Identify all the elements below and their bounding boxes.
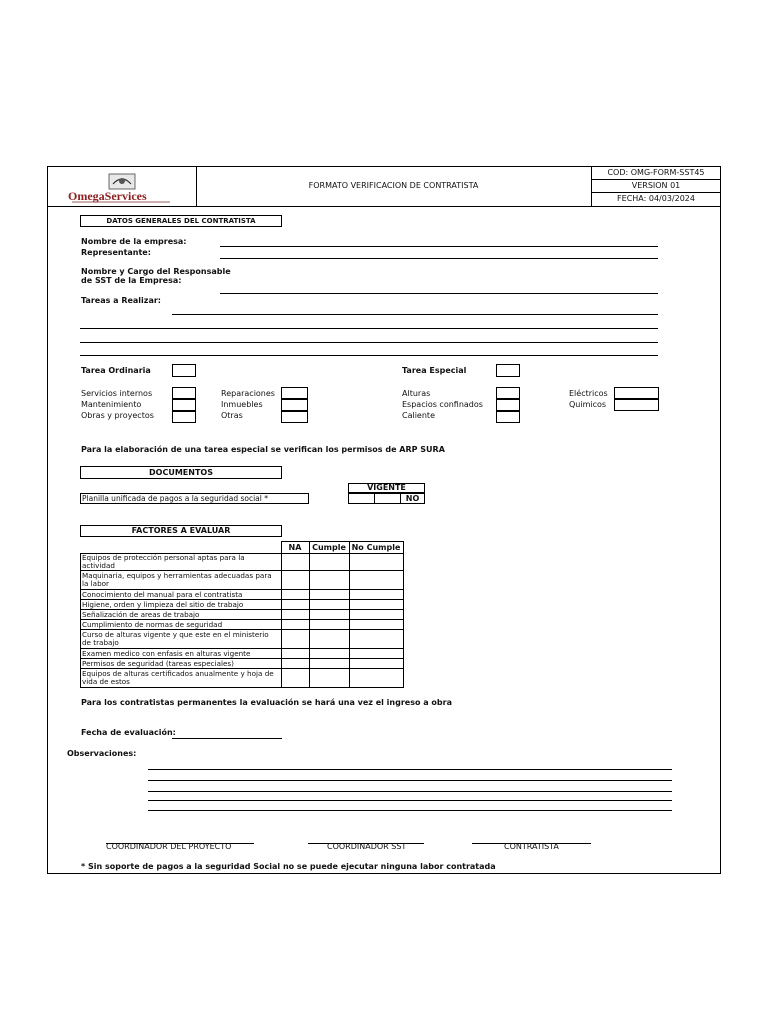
item-mantenimiento: Mantenimiento (81, 400, 142, 409)
item-espacios-confinados: Espacios confinados (402, 400, 483, 409)
tareas-label: Tareas a Realizar: (81, 296, 161, 305)
item-electricos: Eléctricos (569, 389, 608, 398)
factor-no-cumple-cell[interactable] (349, 669, 403, 688)
factor-cumple-cell[interactable] (309, 600, 349, 610)
representante-field[interactable] (220, 258, 658, 259)
factor-na-cell[interactable] (281, 600, 309, 610)
fecha-evaluacion-label: Fecha de evaluación: (81, 728, 176, 737)
form-code: COD: OMG-FORM-SST45 (607, 168, 705, 177)
factor-na-cell[interactable] (281, 669, 309, 688)
factor-label: Conocimiento del manual para el contratista (81, 590, 282, 600)
section-documentos: DOCUMENTOS (80, 466, 282, 479)
vigente-blank-cell[interactable] (374, 493, 401, 504)
factor-label: Curso de alturas vigente y que este en el ministerio de trabajo (81, 630, 282, 649)
factores-table (80, 541, 404, 688)
factor-cumple-cell[interactable] (309, 649, 349, 659)
factor-no-cumple-cell[interactable] (349, 554, 403, 571)
form-title: FORMATO VERIFICACION DE CONTRATISTA (308, 181, 479, 190)
factor-label: Permisos de seguridad (tareas especiales) (81, 659, 282, 669)
tareas-field-2[interactable] (80, 328, 658, 329)
item-otras: Otras (221, 411, 243, 420)
factor-label: Higiene, orden y limpieza del sitio de trabajo (81, 600, 282, 610)
header-divider-h1 (591, 179, 721, 180)
table-row (81, 620, 404, 630)
observaciones-line-2[interactable] (148, 780, 672, 781)
observaciones-line-1[interactable] (148, 769, 672, 770)
permanentes-note: Para los contratistas permanentes la evaluación se hará una vez el ingreso a obra (81, 698, 452, 707)
firma-coordinador-sst: COORDINADOR SST (327, 842, 407, 851)
empresa-label: Nombre de la empresa: (81, 237, 187, 246)
firma-coordinador-proyecto: COORDINADOR DEL PROYECTO (106, 842, 232, 851)
factor-no-cumple-cell[interactable] (349, 659, 403, 669)
vigente-header: VIGENTE (348, 483, 425, 493)
factor-cumple-cell[interactable] (309, 554, 349, 571)
logo-text: OmegaServices (68, 189, 147, 203)
section-datos-generales: DATOS GENERALES DEL CONTRATISTA (80, 215, 282, 227)
checkbox-quimicos[interactable] (614, 399, 659, 411)
checkbox-obras-proyectos[interactable] (172, 411, 196, 423)
header-divider (47, 206, 721, 207)
factor-na-cell[interactable] (281, 590, 309, 600)
factor-cumple-cell[interactable] (309, 610, 349, 620)
factor-label: Cumplimiento de normas de seguridad (81, 620, 282, 630)
factor-label: Equipos de protección personal aptas para la actividad (81, 554, 282, 571)
footer-note: * Sin soporte de pagos a la seguridad Social no se puede ejecutar ninguna labor contratada (81, 862, 496, 871)
factor-cumple-cell[interactable] (309, 659, 349, 669)
factor-cumple-cell[interactable] (309, 571, 349, 590)
factor-cumple-cell[interactable] (309, 620, 349, 630)
table-row (81, 590, 404, 600)
responsable-label-2: de SST de la Empresa: (81, 276, 182, 285)
form-version: VERSION 01 (631, 181, 681, 190)
factor-na-cell[interactable] (281, 620, 309, 630)
factor-no-cumple-cell[interactable] (349, 571, 403, 590)
item-reparaciones: Reparaciones (221, 389, 275, 398)
table-row (81, 610, 404, 620)
factores-header-row (81, 542, 404, 554)
tareas-field-3[interactable] (80, 342, 658, 343)
company-logo (66, 172, 176, 204)
table-row (81, 630, 404, 649)
factor-label: Señalización de areas de trabajo (81, 610, 282, 620)
factor-na-cell[interactable] (281, 571, 309, 590)
header-divider-h2 (591, 192, 721, 193)
observaciones-line-3[interactable] (148, 791, 672, 792)
factor-no-cumple-cell[interactable] (349, 649, 403, 659)
item-alturas: Alturas (402, 389, 431, 398)
table-row (81, 649, 404, 659)
factores-header-blank (81, 542, 282, 554)
section-factores: FACTORES A EVALUAR (80, 525, 282, 537)
observaciones-line-5[interactable] (148, 810, 672, 811)
factor-label: Maquinaria, equipos y herramientas adecuadas para la labor (81, 571, 282, 590)
responsable-field[interactable] (220, 293, 658, 294)
item-caliente: Caliente (402, 411, 435, 420)
table-row (81, 554, 404, 571)
col-na: NA (281, 542, 309, 554)
factor-na-cell[interactable] (281, 649, 309, 659)
tarea-ordinaria-label: Tarea Ordinaria (81, 366, 151, 375)
representante-label: Representante: (81, 248, 151, 257)
table-row (81, 659, 404, 669)
checkbox-mantenimiento[interactable] (172, 399, 196, 411)
factor-cumple-cell[interactable] (309, 669, 349, 688)
item-quimicos: Quimicos (569, 400, 607, 409)
factor-na-cell[interactable] (281, 659, 309, 669)
arp-note: Para la elaboración de una tarea especial se verifican los permisos de ARP SURA (81, 445, 445, 454)
item-obras-proyectos: Obras y proyectos (81, 411, 154, 420)
factor-label: Examen medico con enfasis en alturas vigente (81, 649, 282, 659)
planilla-label: Planilla unificada de pagos a la seguridad social * (80, 493, 309, 504)
factor-cumple-cell[interactable] (309, 590, 349, 600)
col-no-cumple: No Cumple (349, 542, 403, 554)
factor-no-cumple-cell[interactable] (349, 590, 403, 600)
checkbox-caliente[interactable] (496, 411, 520, 423)
empresa-field[interactable] (220, 246, 658, 247)
tarea-ordinaria-checkbox[interactable] (172, 364, 196, 377)
vigente-no-cell[interactable]: NO (400, 493, 425, 504)
factor-no-cumple-cell[interactable] (349, 600, 403, 610)
tareas-field-1[interactable] (172, 314, 658, 315)
table-row (81, 600, 404, 610)
checkbox-espacios-confinados[interactable] (496, 399, 520, 411)
vigente-si-cell[interactable] (348, 493, 375, 504)
fecha-evaluacion-field[interactable] (172, 738, 282, 739)
col-cumple: Cumple (309, 542, 349, 554)
factor-no-cumple-cell[interactable] (349, 630, 403, 649)
factor-label: Equipos de alturas certificados anualmente y hoja de vida de estos (81, 669, 282, 688)
item-servicios-internos: Servicios internos (81, 389, 153, 398)
checkbox-alturas[interactable] (496, 387, 520, 399)
checkbox-otras[interactable] (281, 411, 308, 423)
factor-na-cell[interactable] (281, 554, 309, 571)
checkbox-inmuebles[interactable] (281, 399, 308, 411)
factor-na-cell[interactable] (281, 630, 309, 649)
observaciones-line-4[interactable] (148, 800, 672, 801)
tareas-field-4[interactable] (80, 355, 658, 356)
firma-contratista: CONTRATISTA (504, 842, 559, 851)
factor-na-cell[interactable] (281, 610, 309, 620)
checkbox-reparaciones[interactable] (281, 387, 308, 399)
form-date: FECHA: 04/03/2024 (617, 194, 695, 203)
item-inmuebles: Inmuebles (221, 400, 263, 409)
tarea-especial-checkbox[interactable] (496, 364, 520, 377)
checkbox-electricos[interactable] (614, 387, 659, 399)
factor-no-cumple-cell[interactable] (349, 620, 403, 630)
checkbox-servicios-internos[interactable] (172, 387, 196, 399)
factor-cumple-cell[interactable] (309, 630, 349, 649)
table-row (81, 571, 404, 590)
responsable-label-1: Nombre y Cargo del Responsable (81, 267, 231, 276)
table-row (81, 669, 404, 688)
observaciones-label: Observaciones: (67, 749, 137, 758)
tarea-especial-label: Tarea Especial (402, 366, 467, 375)
factor-no-cumple-cell[interactable] (349, 610, 403, 620)
